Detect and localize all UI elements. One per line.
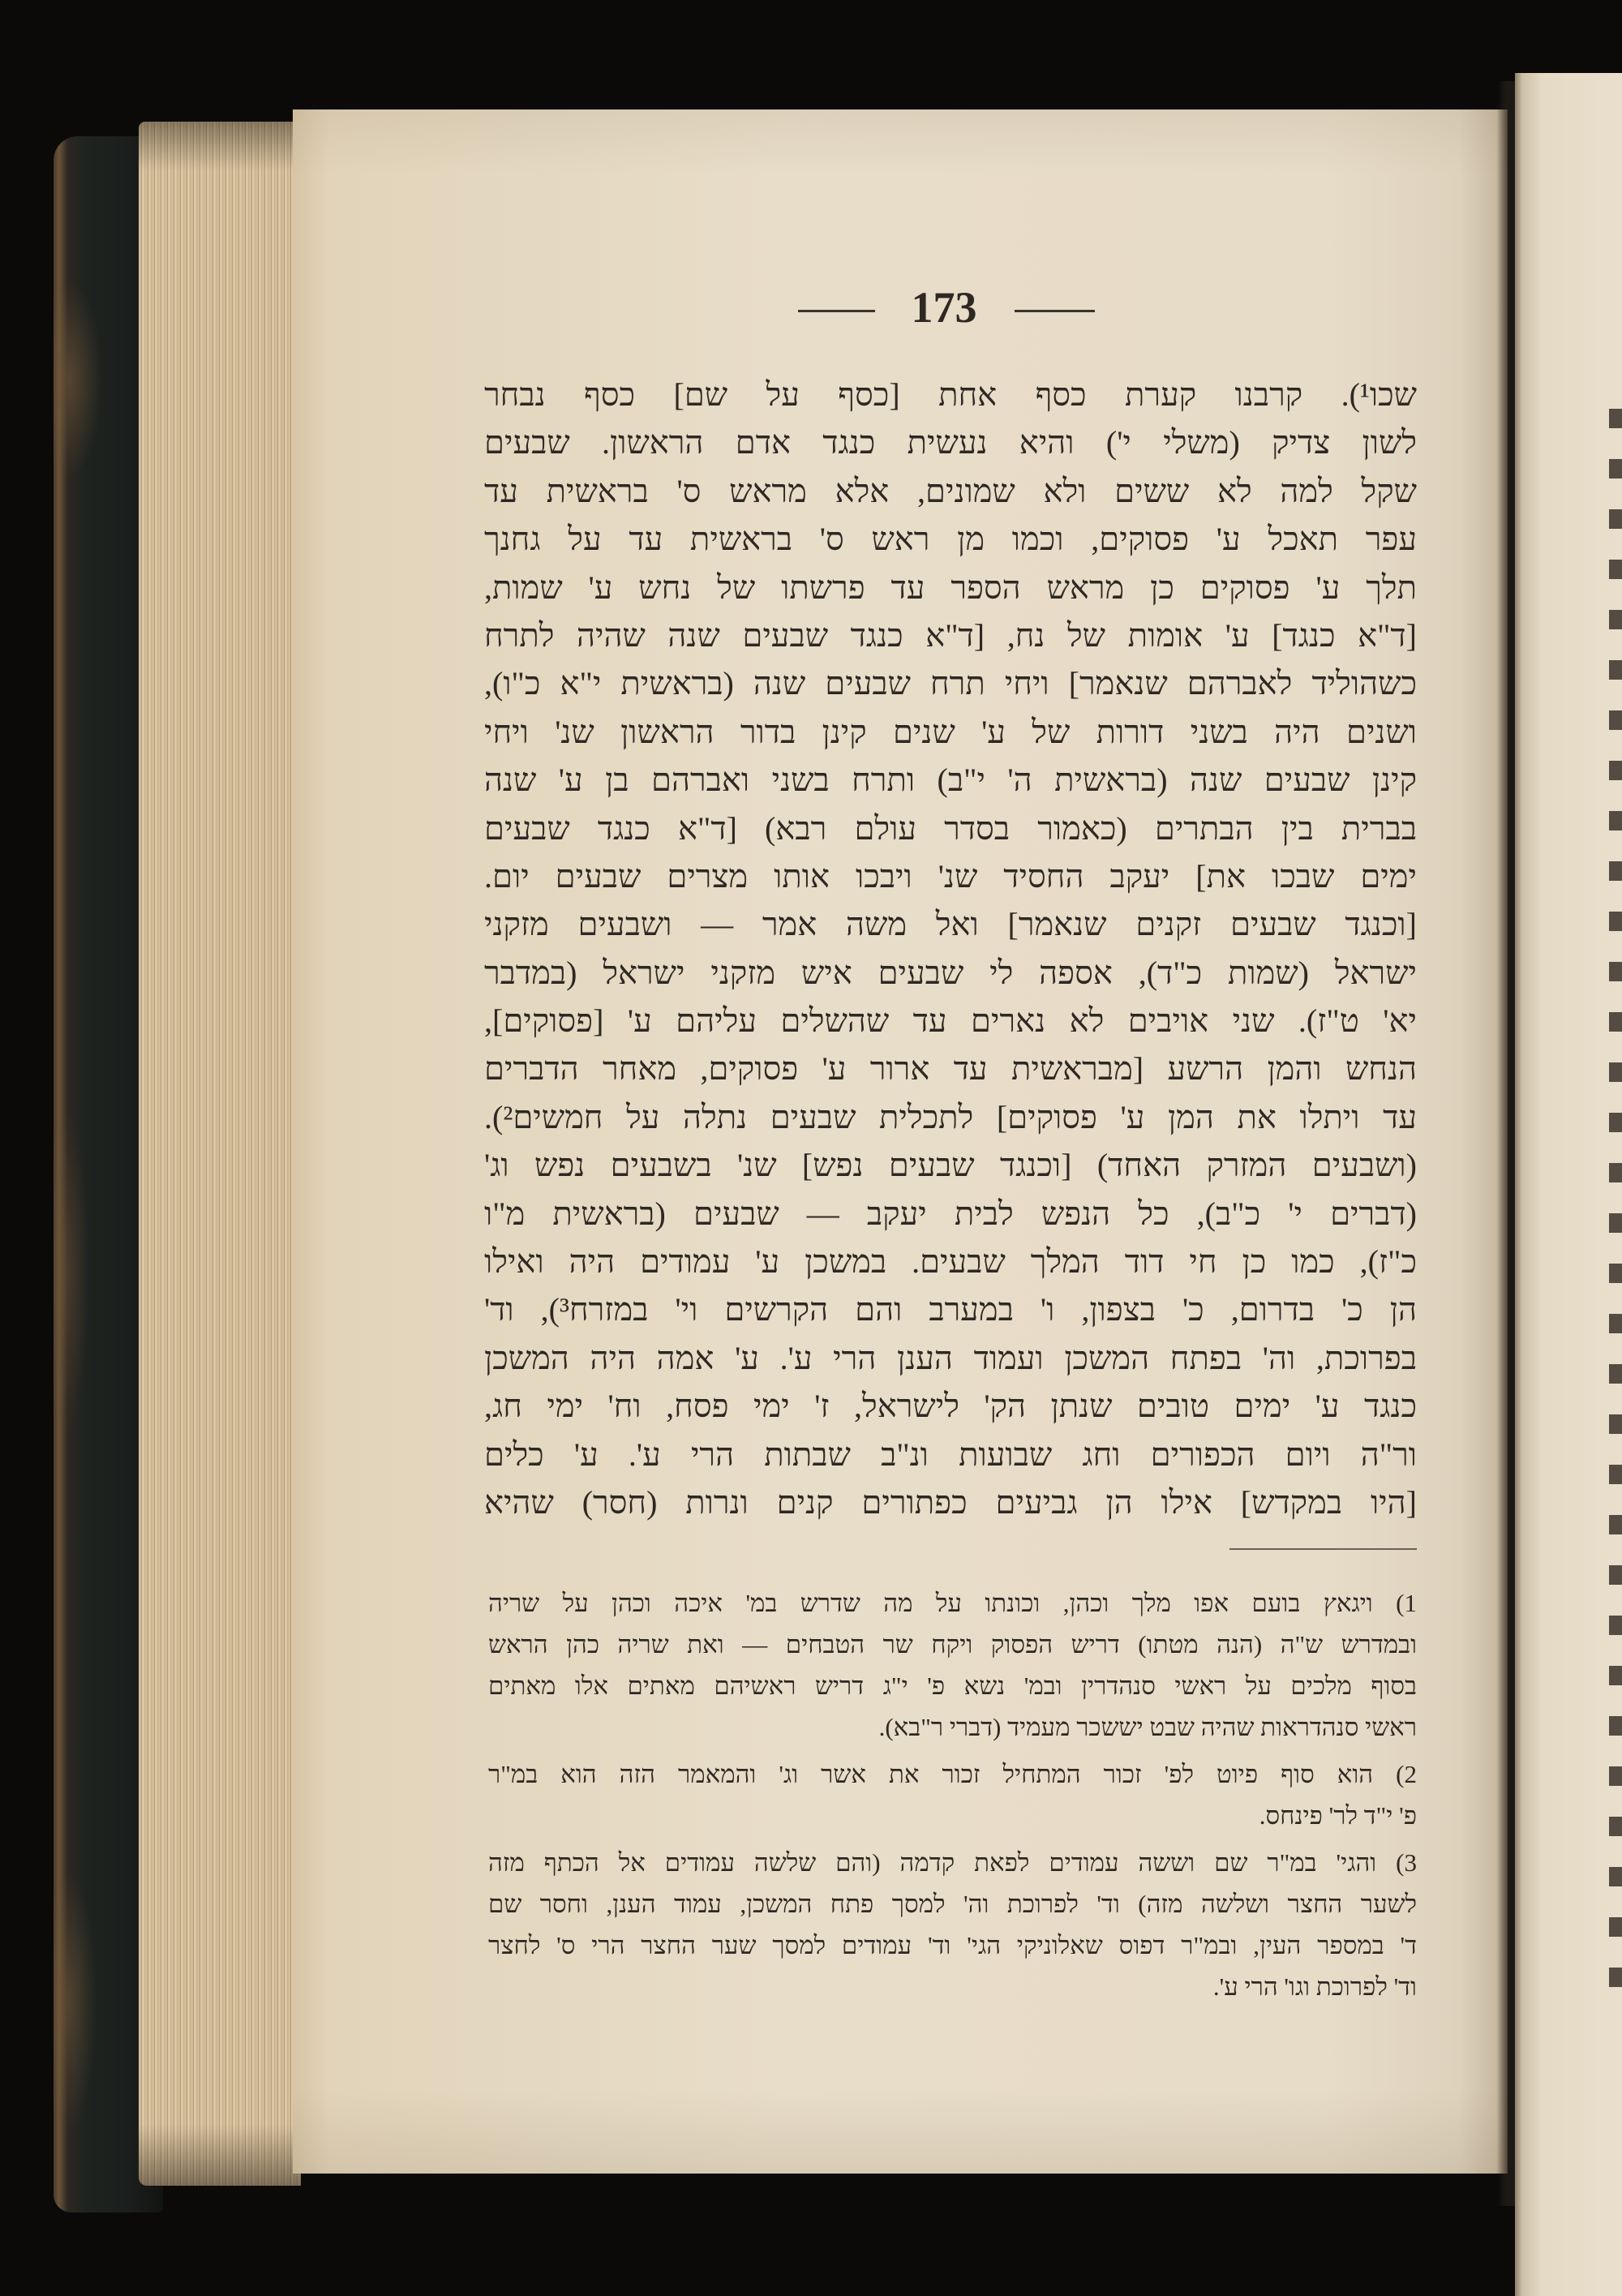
- body-line: שקל למה לא ששים ולא שמונים, אלא מראש ס' בראשית עד: [484, 472, 1417, 509]
- footnote-line: וד' לפרוכת וגו' הרי ע'.: [1212, 1972, 1417, 2001]
- footnote-line: 2) הוא סוף פיוט לפ' זכור המתחיל זכור את אשר וג' והמאמר הזה הוא במ"ר: [488, 1760, 1417, 1788]
- body-line: ימים שבכו את] יעקב החסיד שנ' ויבכו אותו מצרים שבעים יום.: [484, 857, 1417, 895]
- footnote-line: ד' במספר העין, ובמ"ר דפוס שאלוניקי הגי' וד' עמודים למסך שער החצר הרי ס' לחצר: [488, 1931, 1417, 1959]
- body-line: ישראל (שמות כ"ד), אספה לי שבעים איש מזקני ישראל (במדבר: [484, 954, 1417, 991]
- footnote-2: [487, 1753, 1417, 1836]
- page-number-rule-right: [1015, 310, 1095, 312]
- body-line: כשהוליד לאברהם שנאמר] ויחי תרח שבעים שנה (בראשית י"א כ"ו),: [484, 665, 1417, 702]
- right-page: [1515, 73, 1622, 2296]
- body-line: כ"ז), כמו כן חי דוד המלך שבעים. במשכן ע' עמודים היה ואילו: [484, 1243, 1417, 1281]
- footnote-line: פ' י"ד לר' פינחס.: [1259, 1801, 1417, 1830]
- body-line: [היו במקדש] אילו הן גביעים כפתורים קנים ונרות (חסר) שהיא: [484, 1483, 1417, 1521]
- footnote-3: [487, 1842, 1417, 2007]
- body-text: [483, 371, 1417, 1526]
- footnote-line: לשער החצר ושלשה מזה) וד' לפרוכת וה' למסך פתח המשכן, עמוד הענן, וחסר שם: [488, 1890, 1417, 1918]
- page-number: 173: [911, 283, 977, 332]
- footnote-line: בסוף מלכים על ראשי סנהדרין ובמ' נשא פ' י"ג דריש ראשיהם מאתים אלו מאתים: [488, 1672, 1417, 1700]
- gutter-shadow: [1497, 81, 1517, 2206]
- body-line: עפר תאכל ע' פסוקים, וכמו מן ראש ס' בראשית עד על גחנך: [484, 521, 1417, 558]
- footnote-separator: [1229, 1548, 1417, 1550]
- right-page-text-edge: [1609, 397, 1622, 2011]
- body-line: בברית בין הבתרים (כאמור בסדר עולם רבא) [ד"א כנגד שבעים: [484, 809, 1417, 847]
- body-line: הנחש והמן הרשע [מבראשית עד ארור ע' פסוקים, מאחר הדברים: [484, 1050, 1417, 1088]
- body-line: הן כ' בדרום, כ' בצפון, ו' במערב והם הקרשים וי' במזרח³), וד': [483, 1291, 1417, 1328]
- body-line: עד ויתלו את המן ע' פסוקים] לתכלית שבעים נתלה על חמשים²).: [484, 1098, 1417, 1135]
- footnote-line: ובמדרש ש"ה (הנה מטתו) דריש הפסוק ויקח שר הטבחים — ואת שריה כהן הראש: [488, 1630, 1417, 1659]
- body-line: יא' ט"ז). שני אויבים לא נארים עד שהשלים עליהם ע' [פסוקים],: [484, 1002, 1417, 1040]
- body-line: [ד"א כנגד] ע' אומות של נח, [ד"א כנגד שבעים שנה שהיה לתרח: [484, 616, 1417, 654]
- footnote-line: ראשי סנהדראות שהיה שבט יששכר מעמיד (דברי ר"בא).: [878, 1713, 1417, 1741]
- body-line: קינן שבעים שנה (בראשית ה' י"ב) ותרח בשני ואברהם בן ע' שנה: [484, 762, 1417, 799]
- footnote-1: [487, 1582, 1417, 1748]
- page-number-rule-left: [798, 310, 875, 312]
- body-line: כנגד ע' ימים טובים שנתן הק' לישראל, ז' ימי פסח, וח' ימי חג,: [484, 1388, 1417, 1425]
- body-line: שכו¹). קרבנו קערת כסף אחת [כסף על שם] כסף נבחר: [484, 376, 1417, 413]
- left-page: [293, 109, 1508, 2174]
- body-line: תלך ע' פסוקים כן מראש הספר עד פרשתו של נחש ע' שמות,: [484, 569, 1417, 606]
- body-line: (ושבעים המזרק האחד) [וכנגד שבעים נפש] שנ' בשבעים נפש וג': [484, 1147, 1417, 1184]
- body-line: (דברים י' כ"ב), כל הנפש לבית יעקב — שבעים (בראשית מ"ו: [484, 1195, 1417, 1232]
- body-line: בפרוכת, וה' בפתח המשכן ועמוד הענן הרי ע'. ע' אמה היה המשכן: [484, 1339, 1417, 1376]
- body-line: ור"ה ויום הכפורים וחג שבועות ונ"ב שבתות הרי ע'. ע' כלים: [484, 1436, 1417, 1473]
- footnotes: [487, 1582, 1417, 2013]
- body-line: ושנים היה בשני דורות של ע' שנים קינן בדור הראשון שנ' ויחי: [484, 713, 1417, 750]
- footnote-line: 1) ויגאץ בועם אפו מלך וכהן, וכונתו על מה שדרש במ' איכה וכהן על שריה: [488, 1589, 1417, 1617]
- footnote-line: 3) והגי' במ"ר שם וששה עמודים לפאת קדמה (והם שלשה עמודים אל הכתף מזה: [488, 1848, 1417, 1877]
- body-line: לשון צדיק (משלי י') והיא נעשית כנגד אדם הראשון. שבעים: [484, 424, 1417, 461]
- body-line: [וכנגד שבעים זקנים שנאמר] ואל משה אמר — ושבעים מזקני: [484, 906, 1417, 943]
- page-edges-stack: [139, 122, 301, 2186]
